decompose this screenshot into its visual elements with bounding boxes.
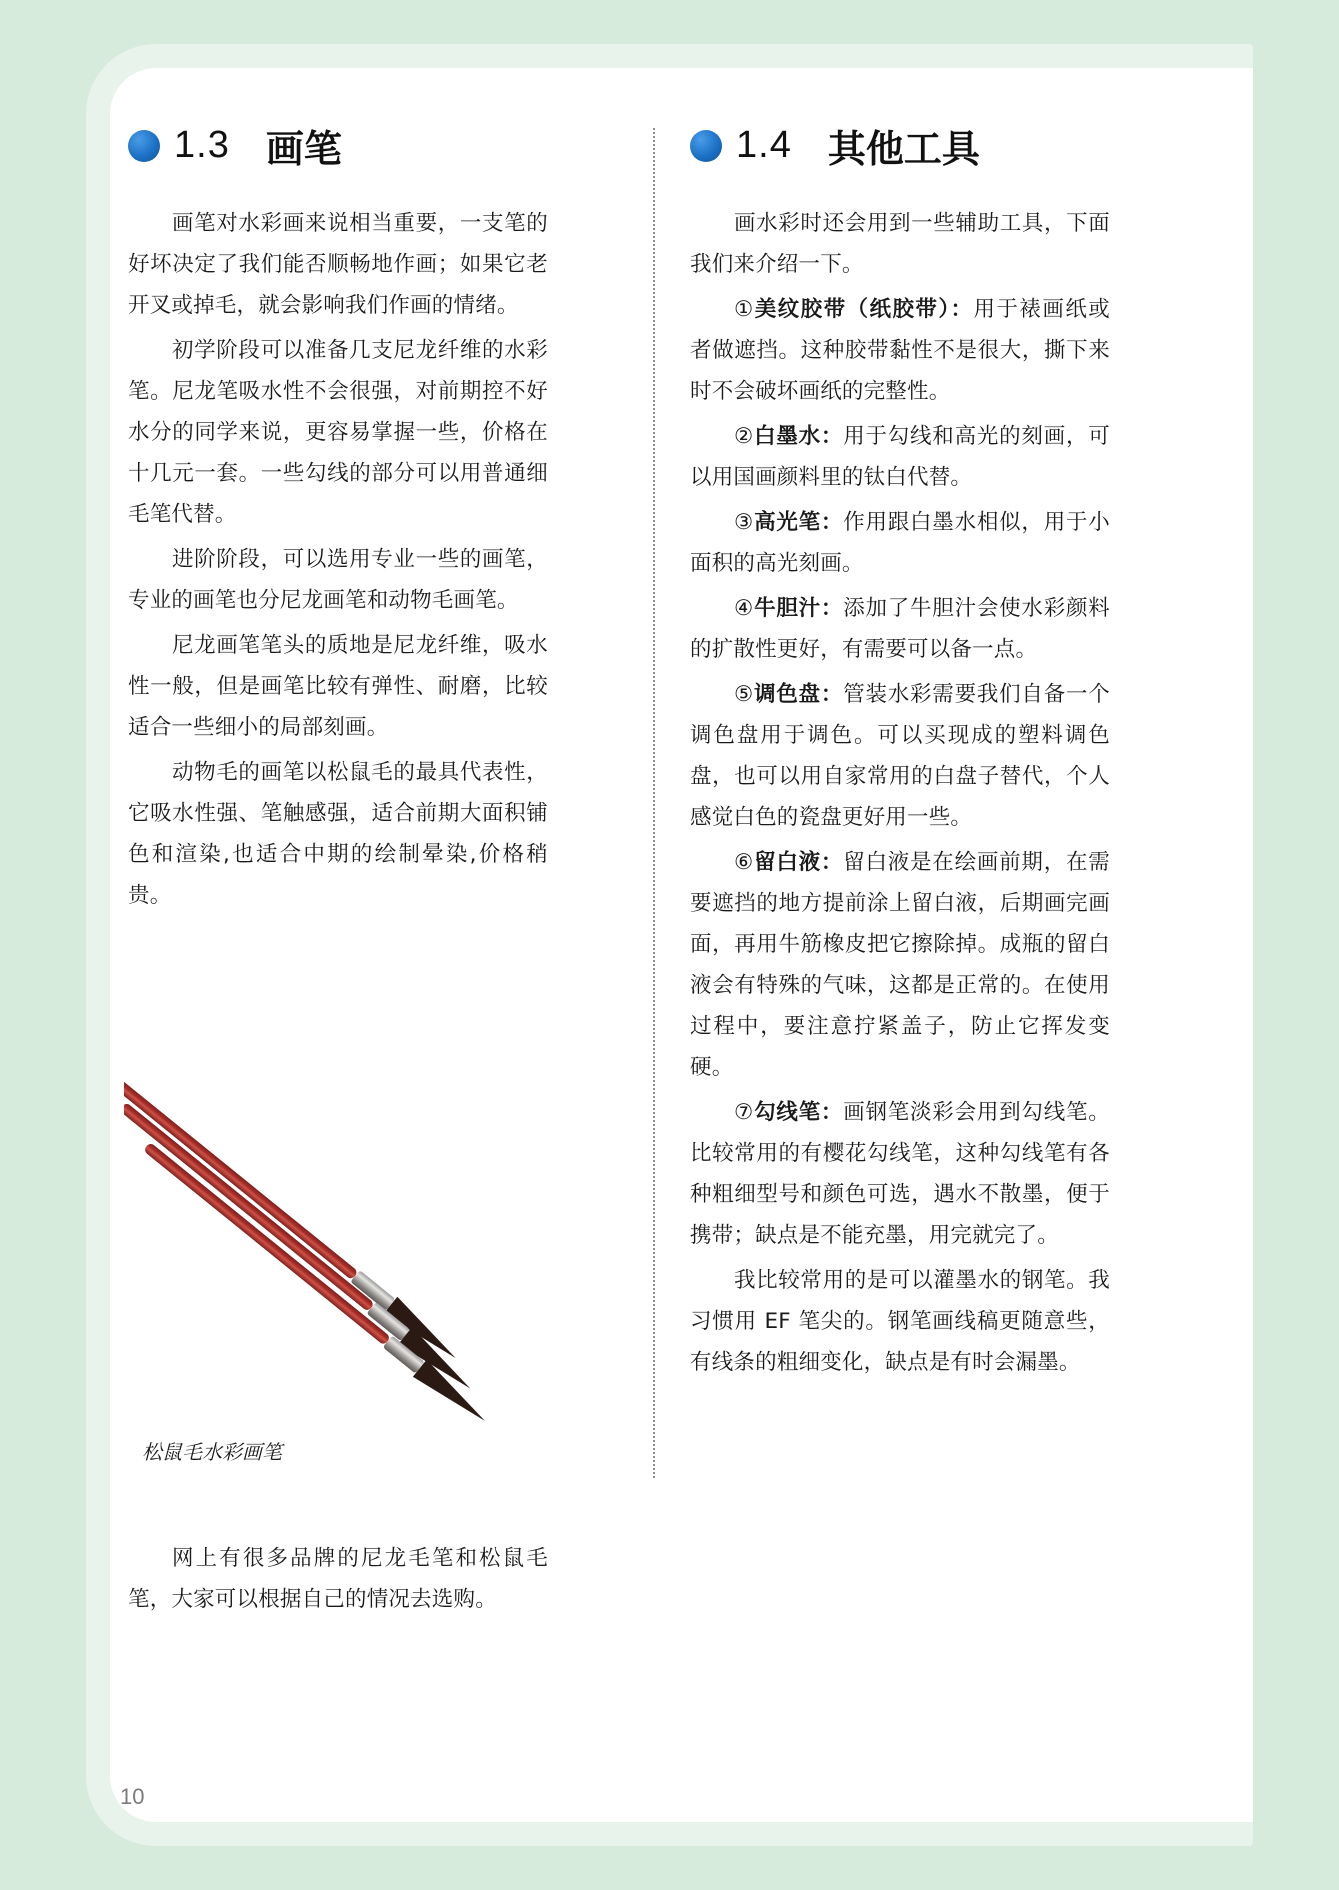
item-marker: ③ <box>734 510 755 535</box>
paragraph: 网上有很多品牌的尼龙毛笔和松鼠毛笔，大家可以根据自己的情况去选购。 <box>128 1546 548 1612</box>
item-marker: ① <box>734 297 755 322</box>
section-number: 1.4 <box>736 124 792 166</box>
item-text: 画钢笔淡彩会用到勾线笔。比较常用的有樱花勾线笔，这种勾线笔有各种粗细型号和颜色可选，遇水不散墨，便于携带；缺点是不能充墨，用完就完了。 <box>690 1100 1110 1248</box>
column-divider <box>653 128 655 1478</box>
item-text: 作用跟白墨水相似，用于小面积的高光刻画。 <box>690 510 1110 576</box>
section-heading-1-4 <box>690 118 1110 173</box>
paragraph: 画水彩时还会用到一些辅助工具，下面我们来介绍一下。 <box>690 211 1110 277</box>
blue-circle-bullet-icon <box>690 130 722 162</box>
item-marker: ⑦ <box>734 1100 755 1125</box>
list-item <box>690 1092 1110 1256</box>
blue-circle-bullet-icon <box>128 130 160 162</box>
squirrel-hair-watercolor-brushes-photo <box>124 1068 624 1458</box>
item-text: 用于裱画纸或者做遮挡。这种胶带黏性不是很大，撕下来时不会破坏画纸的完整性。 <box>690 297 1110 404</box>
list-item <box>690 416 1110 498</box>
item-term: 调色盘： <box>754 682 844 707</box>
brush-handle <box>124 1068 358 1280</box>
figure-caption: 松鼠毛水彩画笔 <box>142 1440 282 1464</box>
item-text: 留白液是在绘画前期，在需要遮挡的地方提前涂上留白液，后期画完画面，再用牛筋橡皮把它擦除掉。成瓶的留白液会有特殊的气味，这都是正常的。在使用过程中，要注意拧紧盖子，防止它挥发变硬。 <box>690 850 1110 1080</box>
item-text: 添加了牛胆汁会使水彩颜料的扩散性更好，有需要可以备一点。 <box>690 596 1110 662</box>
item-term: 美纹胶带（纸胶带）： <box>754 297 974 322</box>
brush-handle <box>124 1102 375 1312</box>
paragraph: 我比较常用的是可以灌墨水的钢笔。我习惯用 EF 笔尖的。钢笔画线稿更随意些，有线条的粗细变化，缺点是有时会漏墨。 <box>690 1268 1110 1375</box>
item-term: 留白液： <box>754 850 844 875</box>
list-item <box>690 588 1110 670</box>
item-term: 牛胆汁： <box>754 596 844 621</box>
item-term: 白墨水： <box>754 424 844 449</box>
paragraph: 进阶阶段，可以选用专业一些的画笔，专业的画笔也分尼龙画笔和动物毛画笔。 <box>128 547 548 613</box>
item-term: 高光笔： <box>754 510 844 535</box>
section-title: 其他工具 <box>827 127 980 171</box>
paragraph: 尼龙画笔笔头的质地是尼龙纤维，吸水性一般，但是画笔比较有弹性、耐磨，比较适合一些细小的局部刻画。 <box>128 633 548 740</box>
item-marker: ② <box>734 424 755 449</box>
item-marker: ⑥ <box>734 850 755 875</box>
brush-handle <box>143 1142 391 1346</box>
section-heading-1-3 <box>128 118 548 173</box>
item-marker: ⑤ <box>734 682 755 707</box>
left-column <box>128 118 548 920</box>
item-marker: ④ <box>734 596 755 621</box>
list-item <box>690 289 1110 412</box>
paragraph: 画笔对水彩画来说相当重要，一支笔的好坏决定了我们能否顺畅地作画；如果它老开叉或掉毛，就会影响我们作画的情绪。 <box>128 211 548 318</box>
item-term: 勾线笔： <box>754 1100 844 1125</box>
list-item <box>690 674 1110 838</box>
right-column <box>690 118 1110 1387</box>
paragraph: 动物毛的画笔以松鼠毛的最具代表性，它吸水性强、笔触感强，适合前期大面积铺色和渲染,也适合中期的绘制晕染,价格稍贵。 <box>128 760 548 908</box>
section-title: 画笔 <box>265 127 342 171</box>
brush-figure <box>124 1068 624 1498</box>
page-number: 10 <box>120 1784 145 1809</box>
left-column-continued <box>128 1538 548 1624</box>
item-text: 用于勾线和高光的刻画，可以用国画颜料里的钛白代替。 <box>690 424 1110 490</box>
paragraph: 初学阶段可以准备几支尼龙纤维的水彩笔。尼龙笔吸水性不会很强，对前期控不好水分的同学来说，更容易掌握一些，价格在十几元一套。一些勾线的部分可以用普通细毛笔代替。 <box>128 338 548 527</box>
section-number: 1.3 <box>174 124 230 166</box>
list-item <box>690 842 1110 1088</box>
list-item <box>690 502 1110 584</box>
item-text: 管装水彩需要我们自备一个调色盘用于调色。可以买现成的塑料调色盘，也可以用自家常用的白盘子替代，个人感觉白色的瓷盘更好用一些。 <box>690 682 1110 830</box>
page-content <box>110 68 1253 1822</box>
